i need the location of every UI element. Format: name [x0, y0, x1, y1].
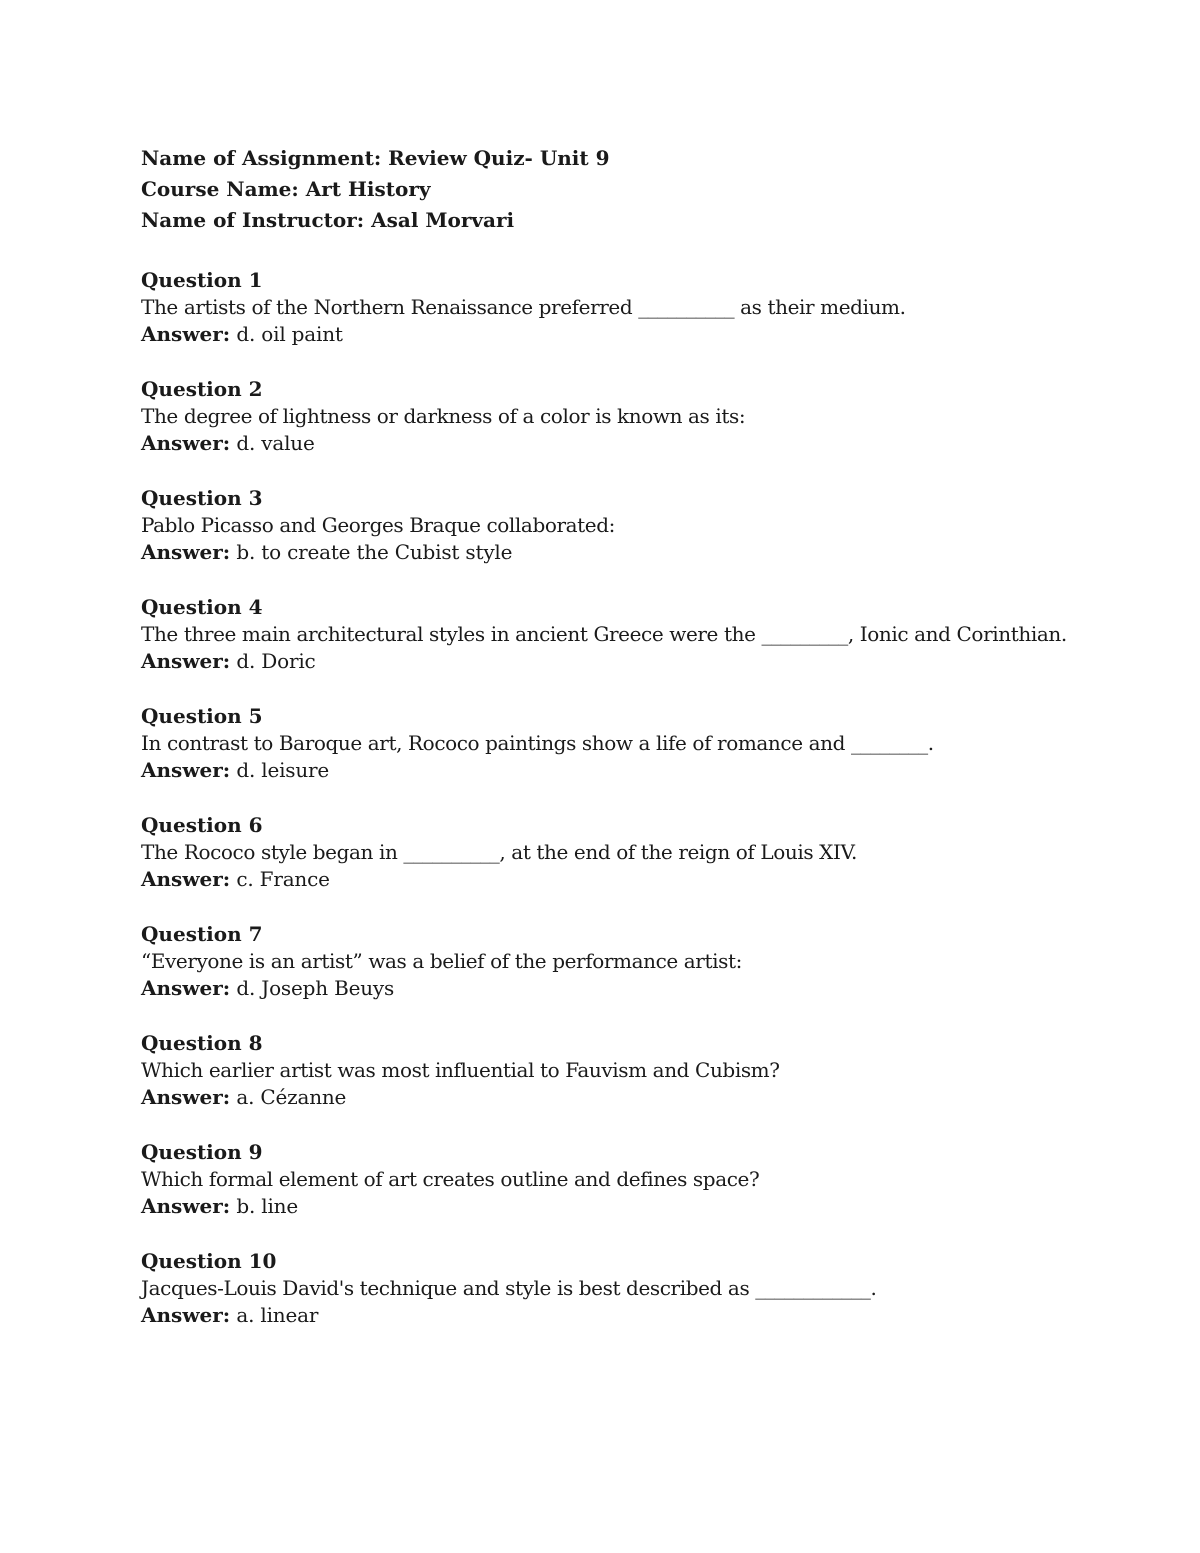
question-text: The three main architectural styles in ancient Greece were the _________, Ionic and Corinthian. [141, 622, 1067, 646]
question-text: Jacques-Louis David's technique and style is best described as ____________. [141, 1276, 877, 1300]
answer-line [141, 1193, 1141, 1220]
answer-label: Answer: [141, 1194, 231, 1218]
answer-line [141, 1084, 1141, 1111]
answer-text: b. to create the Cubist style [236, 540, 513, 564]
answer-line [141, 757, 1141, 784]
answer-text: d. Doric [236, 649, 316, 673]
answer-label: Answer: [141, 1303, 231, 1327]
answer-text: d. Joseph Beuys [236, 976, 395, 1000]
question-text: In contrast to Baroque art, Rococo paintings show a life of romance and ________. [141, 731, 934, 755]
question-list [141, 267, 1141, 1329]
answer-line [141, 430, 1141, 457]
question-text: The degree of lightness or darkness of a color is known as its: [141, 404, 746, 428]
question-item [141, 703, 1141, 784]
question-title: Question 3 [141, 486, 263, 510]
document-header [141, 143, 1141, 236]
answer-text: d. oil paint [236, 322, 343, 346]
answer-text: d. value [236, 431, 315, 455]
question-item [141, 1248, 1141, 1329]
answer-label: Answer: [141, 867, 231, 891]
question-title: Question 9 [141, 1140, 263, 1164]
answer-label: Answer: [141, 540, 231, 564]
answer-label: Answer: [141, 322, 231, 346]
question-title: Question 6 [141, 813, 263, 837]
answer-line [141, 539, 1141, 566]
question-item [141, 267, 1141, 348]
question-title: Question 10 [141, 1249, 277, 1273]
question-item [141, 921, 1141, 1002]
answer-line [141, 648, 1141, 675]
question-text: The artists of the Northern Renaissance preferred __________ as their medium. [141, 295, 906, 319]
question-title: Question 1 [141, 268, 263, 292]
answer-text: d. leisure [236, 758, 330, 782]
question-title: Question 4 [141, 595, 263, 619]
question-title: Question 2 [141, 377, 263, 401]
answer-text: a. linear [236, 1303, 319, 1327]
question-text: Pablo Picasso and Georges Braque collaborated: [141, 513, 615, 537]
answer-text: a. Cézanne [236, 1085, 347, 1109]
instructor-name: Name of Instructor: Asal Morvari [141, 208, 515, 232]
answer-line [141, 866, 1141, 893]
question-title: Question 5 [141, 704, 263, 728]
answer-line [141, 975, 1141, 1002]
question-item [141, 812, 1141, 893]
answer-label: Answer: [141, 758, 231, 782]
course-name: Course Name: Art History [141, 177, 431, 201]
question-item [141, 376, 1141, 457]
question-title: Question 8 [141, 1031, 263, 1055]
question-item [141, 594, 1141, 675]
answer-label: Answer: [141, 976, 231, 1000]
answer-text: c. France [236, 867, 330, 891]
question-text: Which formal element of art creates outline and defines space? [141, 1167, 760, 1191]
answer-label: Answer: [141, 431, 231, 455]
question-text: “Everyone is an artist” was a belief of the performance artist: [141, 949, 742, 973]
answer-line [141, 1302, 1141, 1329]
document-page [141, 143, 1141, 1357]
question-item [141, 1030, 1141, 1111]
question-title: Question 7 [141, 922, 263, 946]
answer-line [141, 321, 1141, 348]
answer-label: Answer: [141, 649, 231, 673]
question-item [141, 485, 1141, 566]
answer-label: Answer: [141, 1085, 231, 1109]
answer-text: b. line [236, 1194, 298, 1218]
question-item [141, 1139, 1141, 1220]
question-text: The Rococo style began in __________, at the end of the reign of Louis XIV. [141, 840, 858, 864]
question-text: Which earlier artist was most influential to Fauvism and Cubism? [141, 1058, 780, 1082]
assignment-name: Name of Assignment: Review Quiz- Unit 9 [141, 146, 610, 170]
